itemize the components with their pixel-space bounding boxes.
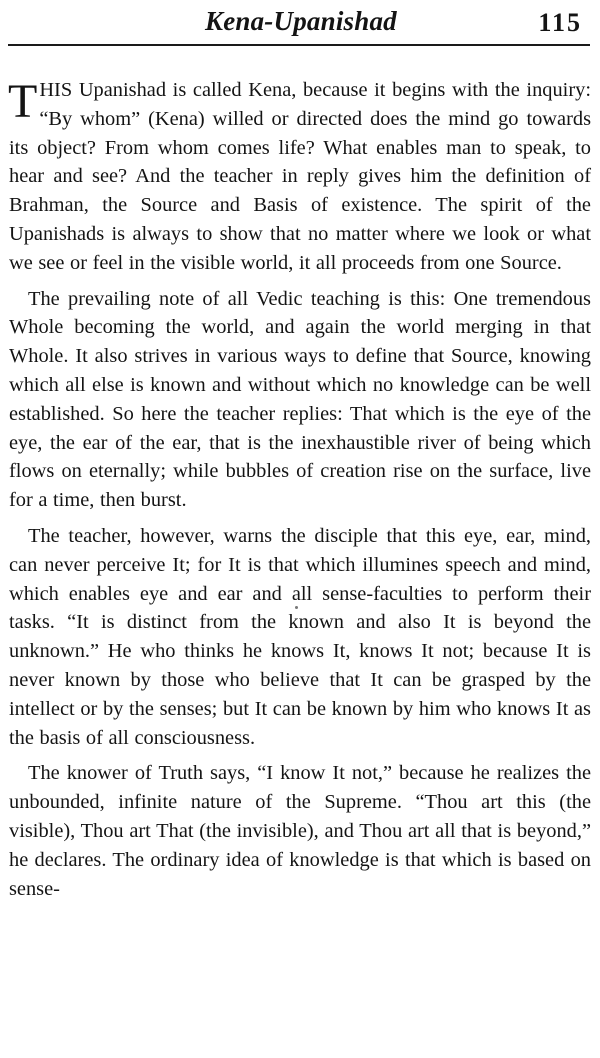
drop-cap-initial: T (8, 75, 38, 128)
header-rule (8, 44, 590, 46)
body-text (9, 76, 591, 903)
paragraph-1-text: HIS Upanishad is called Kena, because it begins with the inquiry: “By whom” (Kena) willed or directed does the mind go towards its object? From whom comes life? What enables man to speak, to hear and see? And the teacher in reply gives him the definition of Brahman, the Source and Basis of existence. The spirit of the Upanishads is always to show that no matter where we look or what we see or feel in the visible world, it all proceeds from one Source. (9, 79, 591, 274)
paragraph-2: The prevailing note of all Vedic teaching is this: One tremendous Whole becoming the world, and again the world merging in that Whole. It also strives in various ways to define that Source, knowing which all else is known and without which no knowledge can be well established. So here the teacher replies: That which is the eye of the eye, the ear of the ear, that is the inexhaustible river of being which flows on eternally; while bubbles of creation rise on the surface, live for a time, then burst. (9, 287, 591, 512)
paragraph-1 (9, 76, 591, 278)
page-header (12, 4, 588, 44)
print-speck (295, 606, 298, 609)
paragraph-4: The knower of Truth says, “I know It not,” because he realizes the unbounded, infinite nature of the Supreme. “Thou art this (the visible), Thou art That (the invisible), and Thou art all that is beyond,” he declares. The ordinary idea of knowledge is that which is based on sense- (9, 762, 591, 900)
page-number: 115 (538, 8, 582, 37)
running-title: Kena-Upanishad (205, 6, 397, 36)
paragraph-3: The teacher, however, warns the disciple that this eye, ear, mind, can never perceive It; for It is that which illumines speech and mind, which enables eye and ear and all sense-faculties to perform their tasks. “It is distinct from the known and also It is beyond the unknown.” He who thinks he knows It, knows It not; because It is never known by those who believe that It can be grasped by the intellect or by the senses; but It can be known by him who knows It as the basis of all consciousness. (9, 524, 591, 749)
